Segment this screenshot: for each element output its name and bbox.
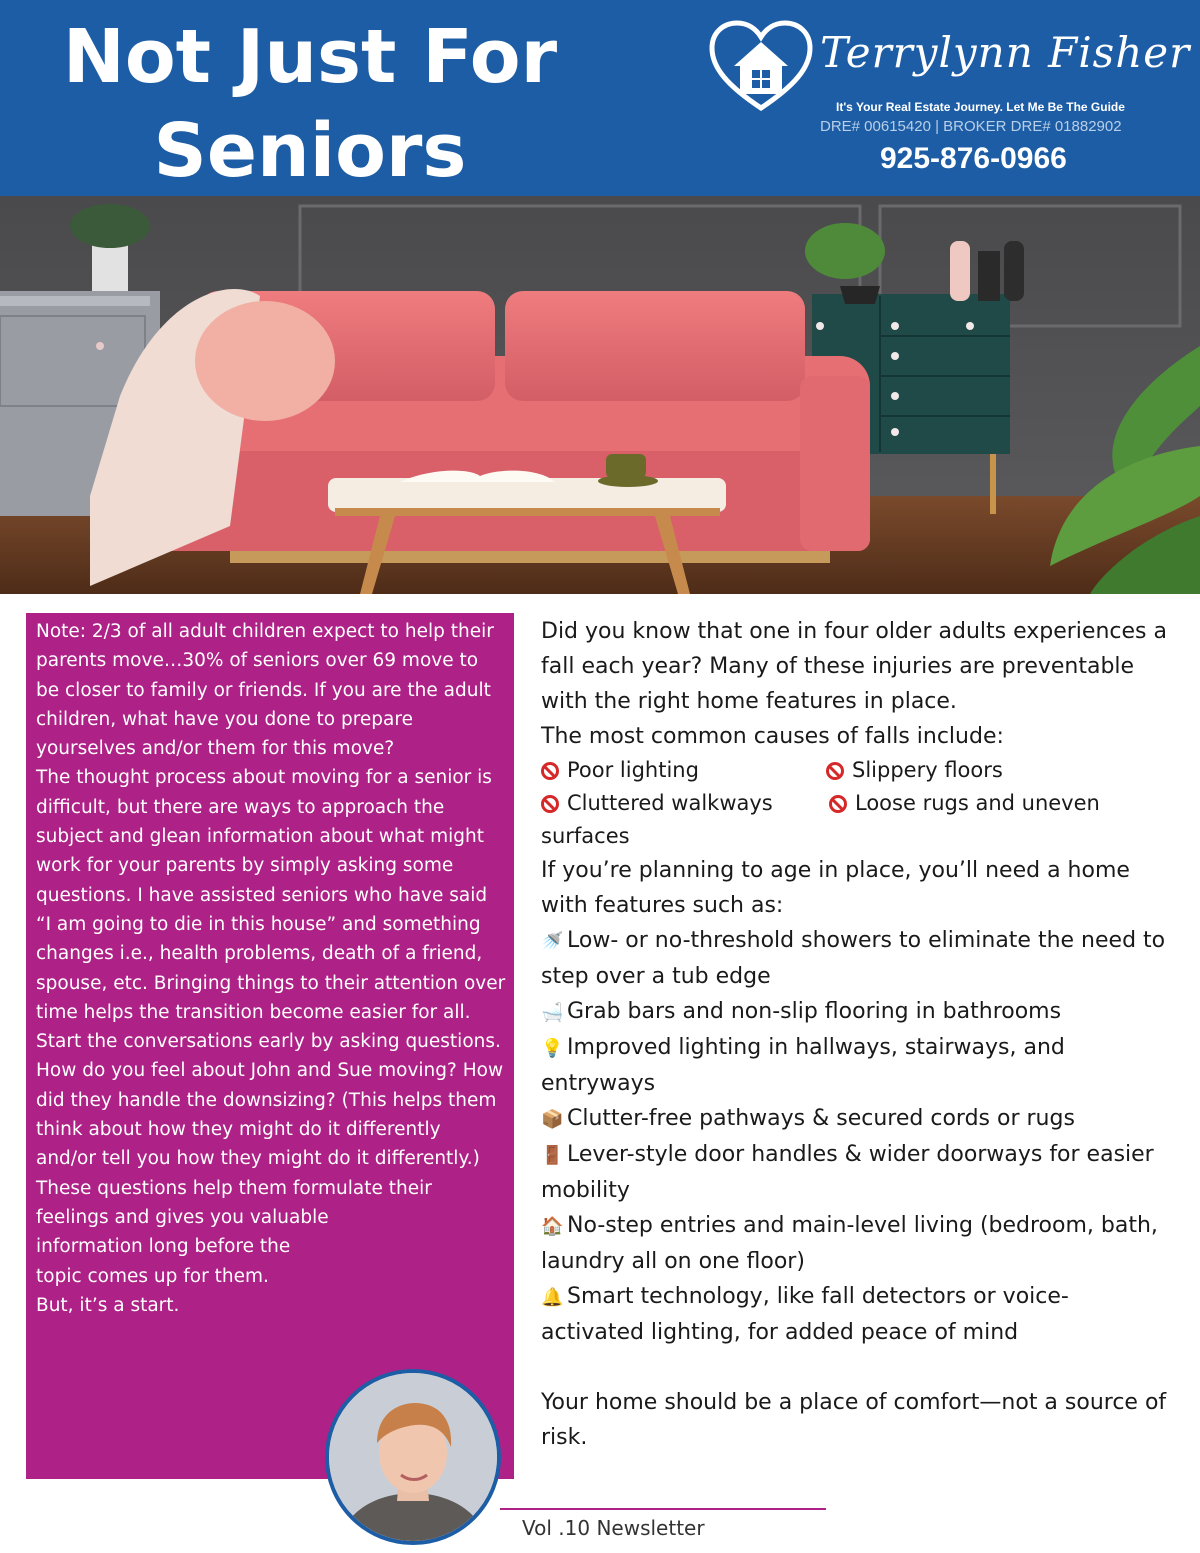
causes-list [541, 754, 1171, 820]
header-banner [0, 0, 1200, 196]
door-icon: 🚪 [541, 1145, 564, 1166]
feature-text: Grab bars and non-slip flooring in bathrooms [567, 999, 1062, 1024]
causes-heading: The most common causes of falls include: [541, 724, 1004, 749]
cause-item [541, 787, 773, 820]
cause-item [541, 754, 699, 787]
brand-tagline: It's Your Real Estate Journey. Let Me Be The Guide [836, 100, 1125, 114]
intro-paragraph: Did you know that one in four older adults experiences a fall each year? Many of these injuries are preventable with the right home features in place. [541, 619, 1167, 714]
feature-text: Improved lighting in hallways, stairways, and entryways [541, 1035, 1065, 1096]
cause-item [826, 754, 1003, 787]
phone-number[interactable]: 925-876-0966 [880, 142, 1067, 175]
light-bulb-icon: 💡 [541, 1038, 564, 1059]
cause-label: Cluttered walkways [567, 791, 773, 815]
feature-item [541, 1137, 1171, 1208]
feature-text: No-step entries and main-level living (bedroom, bath, laundry all on one floor) [541, 1213, 1158, 1274]
house-icon: 🏠 [541, 1216, 564, 1237]
closing-paragraph: Your home should be a place of comfort—not a source of risk. [541, 1390, 1167, 1450]
feature-item [541, 1030, 1171, 1101]
heart-house-logo-icon [708, 20, 814, 112]
note-paragraph: topic comes up for them. [36, 1265, 269, 1287]
note-paragraph: Note: 2/3 of all adult children expect to help their parents move…30% of seniors over 69 move to be closer to family or friends. If you are the adult children, what have you done to prepare yourselves and/or them for this move? [36, 621, 494, 760]
feature-item [541, 923, 1171, 994]
note-text [36, 617, 506, 1320]
note-paragraph: How do you feel about John and Sue moving? How did they handle the downsizing? (This helps them think about how they might do it differently and/or tell you how they might do it differently.) These questions help them formulate their feelings and gives you valuable [36, 1060, 504, 1228]
newsletter-volume: Vol .10 Newsletter [522, 1516, 705, 1540]
feature-text: Clutter-free pathways & secured cords or rugs [567, 1106, 1075, 1131]
cause-label: Slippery floors [852, 758, 1003, 782]
note-sidebar [26, 613, 514, 1479]
box-icon: 📦 [541, 1109, 564, 1130]
feature-item [541, 1101, 1171, 1137]
brand-name: Terrylynn Fisher [820, 28, 1191, 77]
features-heading: If you’re planning to age in place, you’ll need a home with features such as: [541, 858, 1130, 918]
feature-item [541, 994, 1171, 1030]
note-paragraph: information long before the [36, 1236, 291, 1258]
cause-label: Loose rugs and uneven [855, 791, 1100, 815]
prohibited-icon [541, 762, 559, 780]
feature-item [541, 1208, 1171, 1279]
hero-living-room-image [0, 196, 1200, 594]
footer-divider [500, 1508, 826, 1510]
cause-label: Poor lighting [567, 758, 699, 782]
main-article [541, 614, 1171, 1455]
page-title [30, 10, 590, 198]
note-paragraph: But, it’s a start. [36, 1294, 180, 1316]
feature-item [541, 1279, 1171, 1350]
title-line-2: Seniors [153, 108, 467, 194]
license-numbers: DRE# 00615420 | BROKER DRE# 01882902 [820, 118, 1122, 135]
shower-icon: 🚿 [541, 931, 564, 952]
prohibited-icon [829, 795, 847, 813]
agent-avatar [325, 1369, 501, 1545]
note-paragraph: The thought process about moving for a senior is difficult, but there are ways to approach the subject and glean information about what might work for your parents by simply asking some questions. I have assisted seniors who have said “I am going to die in this house” and something changes i.e., health problems, death of a friend, spouse, etc. Bringing things to their attention over time helps the transition become easier for all. Start the conversations early by asking questions. [36, 767, 506, 1053]
title-line-1: Not Just For [62, 14, 558, 100]
bell-icon: 🔔 [541, 1287, 564, 1308]
cause-wrap-text: surfaces [541, 824, 630, 848]
cause-item [829, 787, 1100, 820]
bathtub-icon: 🛁 [541, 1002, 564, 1023]
feature-text: Low- or no-threshold showers to eliminate the need to step over a tub edge [541, 928, 1166, 989]
feature-text: Lever-style door handles & wider doorways for easier mobility [541, 1142, 1154, 1203]
feature-text: Smart technology, like fall detectors or voice-activated lighting, for added peace of mind [541, 1284, 1069, 1345]
prohibited-icon [826, 762, 844, 780]
prohibited-icon [541, 795, 559, 813]
